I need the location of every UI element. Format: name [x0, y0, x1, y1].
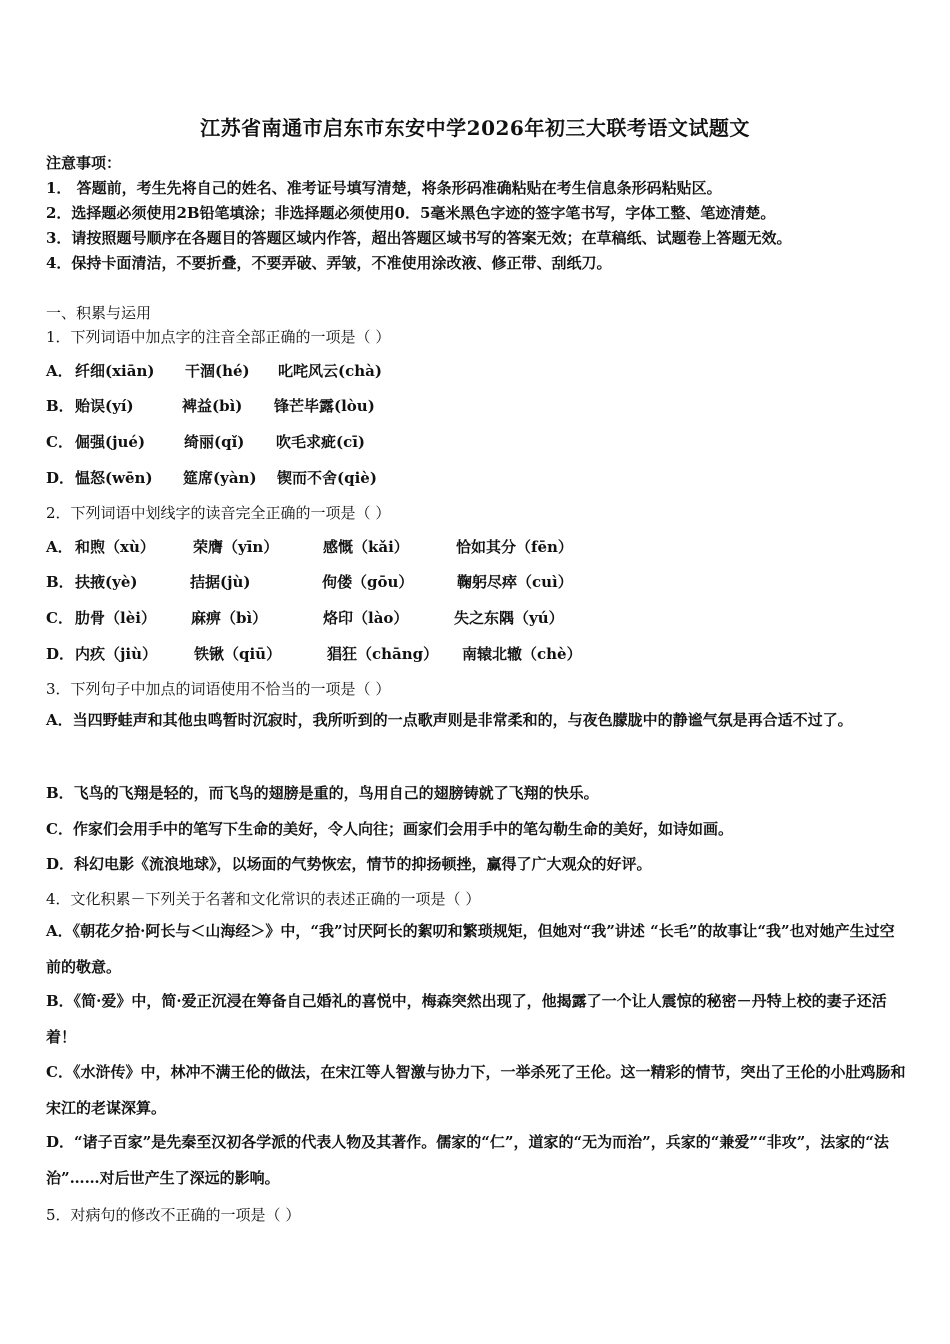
option-label: D． — [46, 469, 75, 487]
option-item: 和煦（xù） — [75, 538, 155, 556]
option-item: 恰如其分（fēn） — [456, 538, 573, 556]
question-1-stem: 1．下列词语中加点字的注音全部正确的一项是（ ） — [46, 328, 391, 346]
question-4-option-d: D．“诸子百家”是先秦至汉初各学派的代表人物及其著作。儒家的“仁”，道家的“无为而治”，兵家的“兼爱”“非攻”，法家的“法治”……对后世产生了深远的影响。 — [46, 1133, 889, 1187]
question-3-option-a: A．当四野蛙声和其他虫鸣暂时沉寂时，我所听到的一点歌声则是非常柔和的，与夜色朦胧中的静谧气氛是再合适不过了。 — [46, 711, 853, 729]
question-4-option-a: A．《朝花夕拾·阿长与＜山海经＞》中，“我”讨厌阿长的絮叨和繁琐规矩，但她对“我”讲述 “长毛”的故事让“我”也对她产生过空前的敬意。 — [46, 922, 895, 976]
question-3-option-b: B．飞鸟的飞翔是轻的，而飞鸟的翅膀是重的，鸟用自己的翅膀铸就了飞翔的快乐。 — [46, 784, 599, 802]
option-item: 肋骨（lèi） — [75, 609, 156, 627]
question-3-option-d: D．科幻电影《流浪地球》，以场面的气势恢宏，情节的抑扬顿挫，赢得了广大观众的好评。 — [46, 855, 652, 873]
question-3-option-c: C．作家们会用手中的笔写下生命的美好，令人向往；画家们会用手中的笔勾勒生命的美好，如诗如画。 — [46, 820, 733, 838]
option-item: 麻痹（bì） — [191, 609, 268, 627]
option-item: 纤细(xiān) — [75, 362, 155, 380]
notice-item: 3．请按照题号顺序在各题目的答题区域内作答，超出答题区域书写的答案无效；在草稿纸、试题卷上答题无效。 — [46, 229, 792, 247]
notice-item: 1． 答题前，考生先将自己的姓名、准考证号填写清楚，将条形码准确粘贴在考生信息条形码粘贴区。 — [46, 179, 722, 197]
option-item: 鞠躬尽瘁（cuì） — [457, 573, 573, 591]
option-label: D． — [46, 645, 75, 663]
option-item: 内疚（jiù） — [75, 645, 158, 663]
option-item: 绮丽(qǐ) — [184, 433, 245, 451]
option-item: 愠怒(wēn) — [75, 469, 153, 487]
option-label: B． — [46, 573, 74, 591]
option-item: 铁锹（qiū） — [194, 645, 282, 663]
option-label: A． — [46, 362, 73, 380]
option-label: C． — [46, 609, 73, 627]
question-5-stem: 5．对病句的修改不正确的一项是（ ） — [46, 1206, 301, 1224]
notice-item: 4．保持卡面清洁，不要折叠，不要弄破、弄皱，不准使用涂改液、修正带、刮纸刀。 — [46, 254, 612, 272]
option-item: 失之东隅（yú） — [454, 609, 564, 627]
question-4-stem: 4．文化积累－下列关于名著和文化常识的表述正确的一项是（ ） — [46, 890, 481, 908]
option-item: 佝偻（gōu） — [322, 573, 414, 591]
option-label: A． — [46, 538, 73, 556]
option-item: 感慨（kǎi） — [323, 538, 409, 556]
option-label: C． — [46, 433, 73, 451]
question-4-option-c: C．《水浒传》中，林冲不满王伦的做法，在宋江等人智激与协力下，一举杀死了王伦。这一精彩的情节，突出了王伦的小肚鸡肠和宋江的老谋深算。 — [46, 1063, 906, 1117]
option-item: 南辕北辙（chè） — [462, 645, 582, 663]
option-item: 猖狂（chāng） — [327, 645, 439, 663]
page-title: 江苏省南通市启东市东安中学2026年初三大联考语文试题文 — [200, 116, 750, 140]
option-item: 吹毛求疵(cī) — [276, 433, 366, 451]
question-4-option-b: B．《简·爱》中，简·爱正沉浸在筹备自己婚礼的喜悦中，梅森突然出现了，他揭露了一个让人震惊的秘密－丹特上校的妻子还活着！ — [46, 992, 887, 1046]
notice-heading: 注意事项： — [46, 154, 122, 172]
option-item: 裨益(bì) — [182, 397, 243, 415]
option-item: 荣膺（yīn） — [193, 538, 279, 556]
option-label: B． — [46, 397, 74, 415]
question-2-stem: 2．下列词语中划线字的读音完全正确的一项是（ ） — [46, 504, 391, 522]
option-item: 倔强(jué) — [75, 433, 146, 451]
notice-item: 2．选择题必须使用2B铅笔填涂；非选择题必须使用0．5毫米黑色字迹的签字笔书写，字体工整、笔迹清楚。 — [46, 204, 776, 222]
option-item: 烙印（lào） — [323, 609, 409, 627]
option-item: 叱咤风云(chà) — [278, 362, 382, 380]
option-item: 干涸(hé) — [185, 362, 250, 380]
option-item: 锲而不舍(qiè) — [277, 469, 377, 487]
option-item: 锋芒毕露(lòu) — [274, 397, 375, 415]
question-3-stem: 3．下列句子中加点的词语使用不恰当的一项是（ ） — [46, 680, 391, 698]
section-heading: 一、积累与运用 — [46, 304, 152, 322]
option-item: 贻误(yí) — [75, 397, 134, 415]
option-item: 扶掖(yè) — [75, 573, 138, 591]
option-item: 筵席(yàn) — [183, 469, 257, 487]
option-item: 拮据(jù) — [190, 573, 251, 591]
